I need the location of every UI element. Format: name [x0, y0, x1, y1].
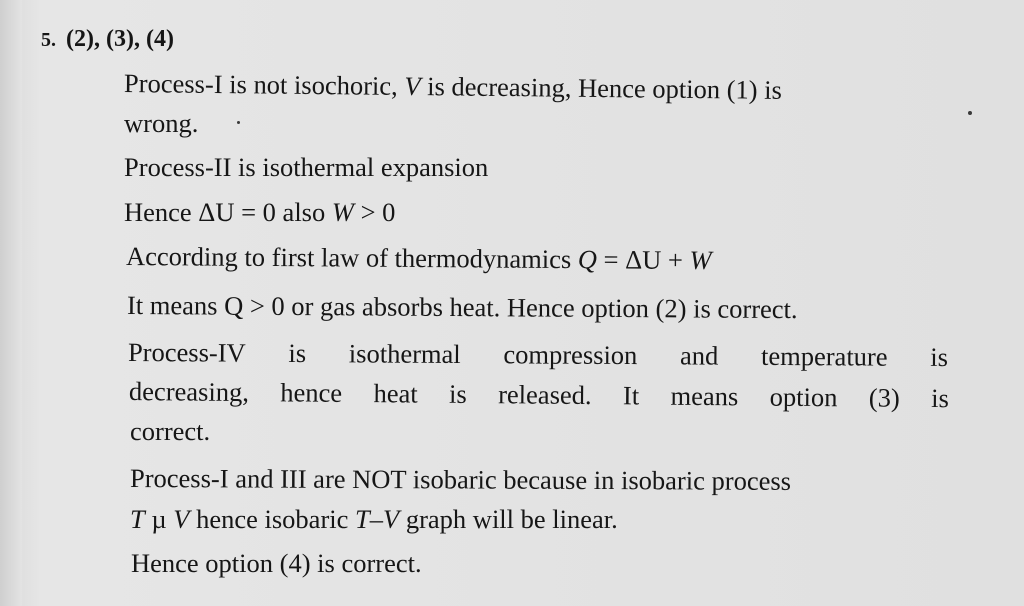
stray-mark [968, 111, 972, 115]
solution-line-3: Process-II is isothermal expansion [124, 152, 489, 182]
solution-line-9: correct. [130, 416, 211, 446]
answer-options: (2), (3), (4) [66, 26, 174, 52]
page-edge-shadow [0, 0, 22, 606]
solution-line-2: wrong. [124, 108, 199, 138]
answer-header [41, 26, 174, 53]
solution-line-4: Hence ΔU = 0 also W > 0 [124, 197, 396, 227]
solution-line-10: Process-I and III are NOT isobaric because in isobaric process [129, 463, 792, 496]
solution-line-12: Hence option (4) is correct. [131, 548, 422, 578]
solution-line-11: T µ V hence isobaric T–V graph will be linear. [130, 504, 618, 534]
solution-line-6: It means Q > 0 or gas absorbs heat. Hence option (2) is correct. [126, 290, 798, 325]
solution-line-8: decreasing, hence heat is released. It means option (3) is [128, 376, 949, 414]
question-number: 5. [41, 29, 56, 51]
solution-line-5: According to first law of thermodynamics Q = ΔU + W [125, 241, 712, 276]
solution-line-1: Process-I is not isochoric, V is decreasing, Hence option (1) is [123, 68, 783, 105]
variable-v: V [404, 70, 421, 102]
stray-mark [237, 121, 240, 124]
solution-line-7: Process-IV is isothermal compression and temperature is [127, 337, 949, 373]
